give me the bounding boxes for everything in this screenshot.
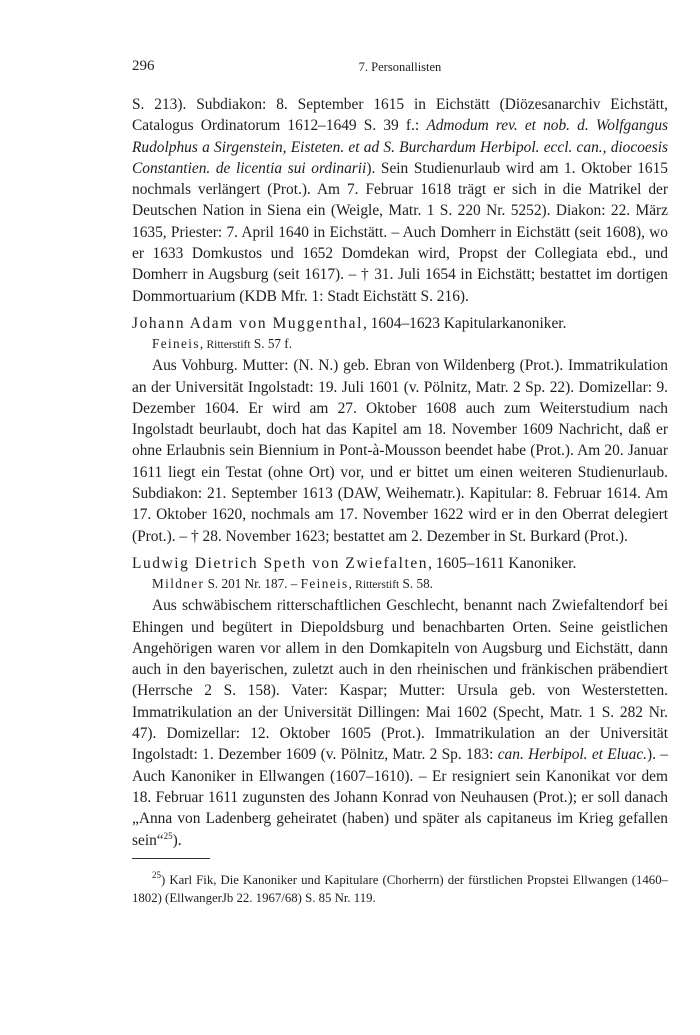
entry-description: , 1604–1623 Kapitularkanoniker. [362,314,567,332]
author-name: Mildner [152,576,205,592]
person-name: Ludwig Dietrich Speth von Zwiefalten [132,554,429,572]
text-run: ). Sein Studienurlaub wird am 1. Oktober 1615 nochmals verlängert (Prot.). Am 7. Februar 1618 trägt er sich in die Matrikel der Deutschen Nation in Siena ein (Weigle, Matr. 1 S. 220 Nr. 5252). Diakon: 22. März 1635, Priester: 7. April 1640 in Eichstätt. – Auch Domherr in Eichstätt (seit 1608), wo er 1633 Domkustos und 1652 Domdekan wird, Propst der Collegiata ebd., und Domherr in Augsburg (seit 1617). – † 31. Juli 1654 in Eichstätt; bestattet im dortigen Dommortuarium (KDB Mfr. 1: Stadt Eichstätt S. 216). [132,159,668,305]
running-title: 7. Personallisten [358,60,442,74]
source-title: Ritterstift [355,579,400,592]
entry-heading [132,553,668,574]
text-run: S. 213). Subdiakon: 8. September 1615 in Eichstätt (Diözesanarchiv Eichstätt, Catalogus Ordinatorum 1612–1649 S. 39 f.: [132,96,668,135]
entry-paragraph [132,355,668,547]
latin-quote: can. Herbipol. et Eluac. [497,746,648,764]
entry-description: , 1605–1611 Kanoniker. [428,554,577,572]
text-run: S. 57 f. [250,336,292,352]
footnote [132,871,668,907]
person-name: Johann Adam von Muggenthal [132,314,363,332]
text-run: Aus Vohburg. Mutter: (N. N.) geb. Ebran von Wildenberg (Prot.). Immatrikulation an der Universität Ingolstadt: 19. Juli 1601 (v. Pölnitz, Matr. 2 Sp. 22). Domizellar: 9. Dezember 1604. Er wird am 27. Oktober 1608 auch zum Weiterstudium nach Ingolstadt beurlaubt, doch hat das Kapitel am 18. November 1609 Nachricht, daß er ohne Erlaubnis sein Biennium in Pont-à-Mousson beendet habe (Prot.). Am 20. Januar 1611 liegt ein Testat (ohne Ort) vor, und er bittet um einen weiteren Studienurlaub. Subdiakon: 21. September 1613 (DAW, Weihematr.). Kapitular: 8. Februar 1614. Am 17. Oktober 1620, nochmals am 17. November 1622 wird er in den Oberrat delegiert (Prot.). – † 28. November 1623; bestattet am 2. Dezember in St. Burkard (Prot.). [132,357,668,545]
author-name: Feineis [300,576,349,592]
text-run: ). – Auch Kanoniker in Ellwangen (1607–1610). – Er resigniert sein Kanonikat vor dem 18. Februar 1611 zugunsten des Johann Konrad von Neuhausen (Prot.); er soll danach „Anna von Ladenberg geheiratet (haben) und später als capitaneus im Krieg gefallen sein“ [132,746,668,849]
entry-continuation-paragraph [132,94,668,307]
entry-heading [132,313,668,334]
page-header [132,58,668,80]
entry-references [132,334,668,355]
footnote-marker: 25 [152,869,161,880]
footnote-text: ) Karl Fik, Die Kanoniker und Kapitulare (Chorherrn) der fürstlichen Propstei Ellwangen (1460–1802) (EllwangerJb 22. 1967/68) S. 85 Nr. 119. [132,872,668,905]
latin-quote: Admodum rev. et nob. d. Wolfgangus Rudolphus a Sirgenstein, Eisteten. et ad S. Burchardum Herbipol. eccl. can., diocoesis Constantien. de licentia sui ordinarii [132,117,668,177]
footnote-reference: 25 [163,830,173,841]
page-number: 296 [132,58,155,74]
entry-references [132,574,668,595]
footnote-separator [132,858,210,859]
text-run: S. 201 Nr. 187. – [204,576,301,592]
source-title: Ritterstift [206,339,251,352]
document-page [132,58,668,907]
text-run: ). [172,831,182,849]
entry-paragraph [132,595,668,851]
text-run: Aus schwäbischem ritterschaftlichen Geschlecht, benannt nach Zwiefaltendorf bei Ehingen und begütert in Diepoldsburg und benachbarten Orten. Seine geistlichen Angehörigen waren vor allem in den Domkapiteln von Augsburg und Eichstätt, dann auch in den bayerischen, zuletzt auch in den rheinischen und fränkischen präbendiert (Herrsche 2 S. 158). Vater: Kaspar; Mutter: Ursula geb. von Westerstetten. Immatrikulation an der Universität Dillingen: Mai 1602 (Specht, Matr. 1 S. 282 Nr. 47). Domizellar: 12. Oktober 1605 (Prot.). Immatrikulation an der Universität Ingolstadt: 1. Dezember 1609 (v. Pölnitz, Matr. 2 Sp. 183: [132,597,668,764]
author-name: Feineis [152,336,200,352]
text-run: , [348,576,356,592]
text-run: , [199,336,207,352]
text-run: S. 58. [399,576,433,592]
